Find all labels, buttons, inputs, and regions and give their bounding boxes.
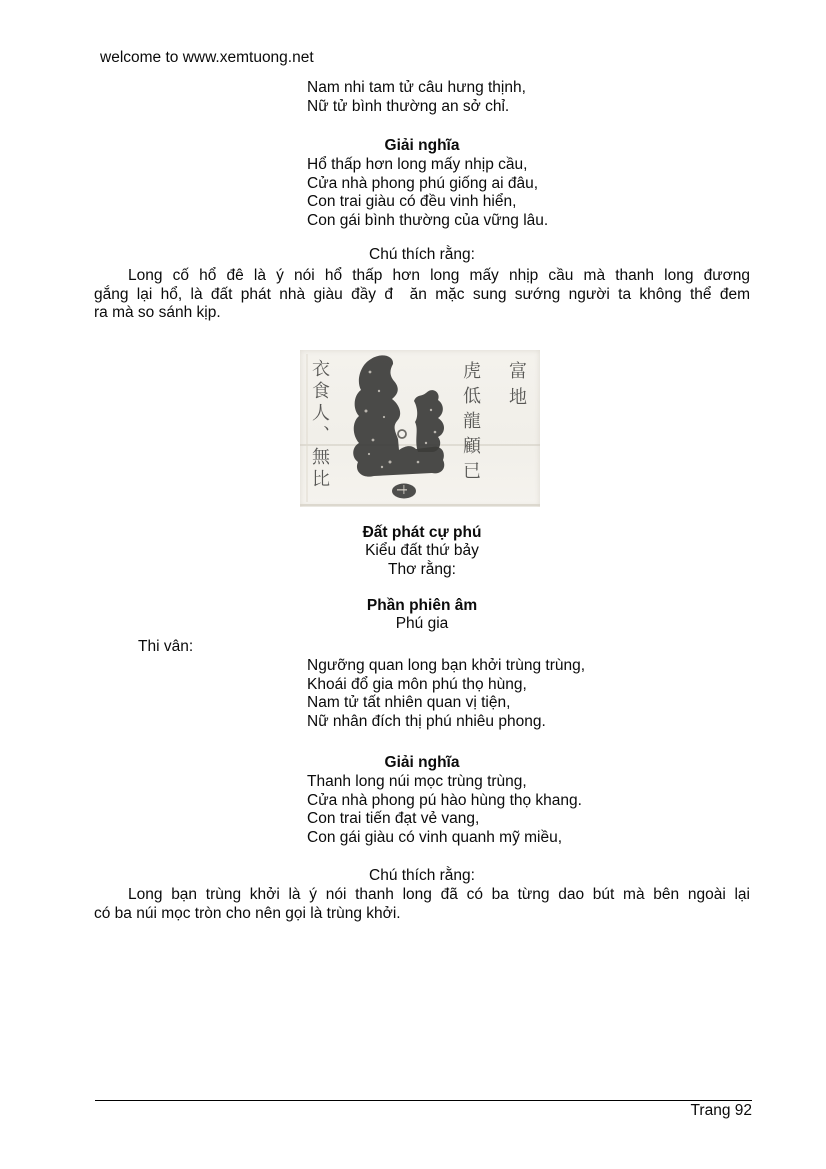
mountain-blob-drawing (300, 350, 540, 507)
verse-line: Khoái đổ gia môn phú thọ hùng, (307, 675, 527, 693)
opening-verse (94, 79, 826, 116)
chu-thich-label-2: Chú thích rằng: (369, 867, 475, 884)
verse-line: Con trai tiến đạt vẻ vang, (307, 810, 480, 828)
phien-am-subheading: Phú gia (395, 615, 449, 632)
section-subtitle: Kiểu đất thứ bảy (365, 542, 479, 559)
thi-van-label: Thi vân: (138, 638, 194, 655)
verse-line: Con gái bình thường của vững lâu. (307, 211, 549, 229)
paragraph-line: Long bạn trùng khởi là ý nói thanh long đã có ba từng dao bút mà bên ngoài lại (128, 886, 750, 903)
paragraph-line: ra mà so sánh kịp. (94, 304, 221, 322)
section-title: Đất phát cự phú (362, 524, 482, 541)
verse-line: Nam nhi tam tử câu hưng thịnh, (307, 79, 526, 96)
giai-nghia-heading-1: Giải nghĩa (384, 137, 460, 154)
chu-thich-label-1: Chú thích rằng: (369, 246, 475, 263)
verse-line: Nam tử tất nhiên quan vị tiện, (307, 694, 511, 712)
phien-am-verse (94, 657, 826, 731)
verse-line: Con trai giàu có đều vinh hiển, (307, 193, 517, 211)
site-header: welcome to www.xemtuong.net (100, 49, 314, 66)
paragraph-line: gắng lại hổ, là đất phát nhà giàu đầy đ ăn mặc sung sướng người ta không thể đem (94, 285, 750, 303)
verse-line: Con gái giàu có vinh quanh mỹ miều, (307, 828, 563, 846)
giai-nghia-verse-1 (94, 156, 826, 230)
verse-line: Ngưỡng quan long bạn khởi trùng trùng, (307, 657, 586, 674)
figure-middle-caption: 虎低龍顧已 (460, 361, 481, 486)
verse-line: Cửa nhà phong phú giống ai đâu, (307, 174, 539, 192)
giai-nghia-heading-2: Giải nghĩa (384, 754, 460, 771)
verse-line: Nữ tử bình thường an sở chỉ. (307, 97, 510, 115)
figure-left-caption: 衣食人、無比 (309, 359, 330, 491)
verse-line: Thanh long núi mọc trùng trùng, (307, 773, 527, 790)
verse-line: Nữ nhân đích thị phú nhiêu phong. (307, 712, 546, 730)
paragraph-line: có ba núi mọc tròn cho nên gọi là trùng khởi. (94, 904, 401, 922)
verse-line: Cửa nhà phong pú hào hùng thọ khang. (307, 791, 582, 809)
tho-rang-label: Thơ rằng: (388, 561, 456, 578)
verse-line: Hổ thấp hơn long mấy nhịp cầu, (307, 156, 528, 173)
chu-thich-paragraph-1 (94, 267, 750, 323)
chu-thich-paragraph-2 (94, 886, 750, 923)
landform-diagram-image (300, 350, 540, 507)
giai-nghia-verse-2 (94, 773, 826, 847)
phien-am-heading: Phần phiên âm (366, 597, 478, 614)
footer-divider (95, 1100, 752, 1101)
paragraph-line: Long cố hổ đê là ý nói hổ thấp hơn long mấy nhịp cầu mà thanh long đương (128, 267, 750, 284)
page-number: Trang 92 (690, 1102, 752, 1119)
figure-right-caption: 富地 (506, 361, 527, 413)
